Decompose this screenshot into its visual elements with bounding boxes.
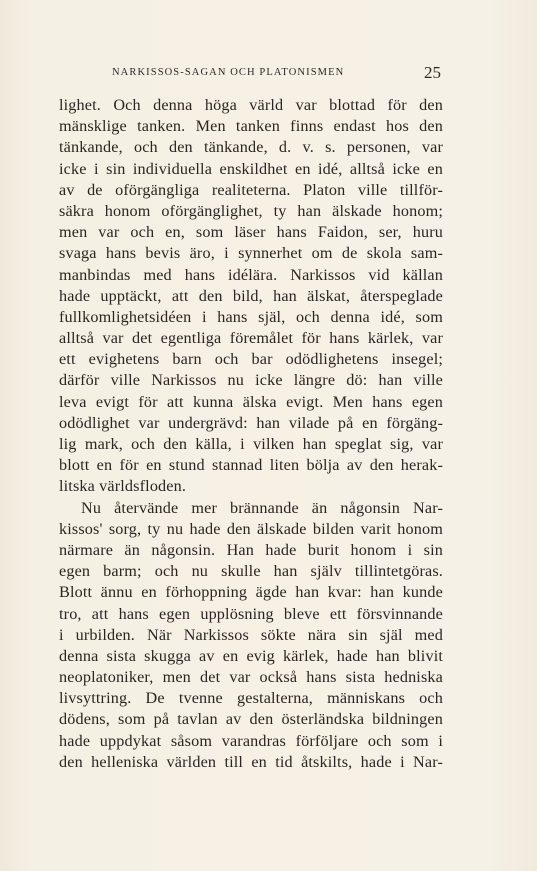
text-line: alltså var det egentliga föremålet för hans kärlek, var bbox=[59, 329, 443, 348]
text-line: svaga hans bevis äro, i synnerhet om de skola sam- bbox=[59, 244, 443, 263]
text-line: egen barm; och nu skulle han själv tillintetgöras. bbox=[59, 562, 443, 581]
text-line: ett evighetens barn och bar odödlighetens insegel; bbox=[59, 350, 443, 369]
text-line: Blott ännu en förhoppning ägde han kvar: han kunde bbox=[59, 583, 443, 602]
text-line: fullkomlighetsidéen i hans själ, och denna idé, som bbox=[59, 307, 443, 326]
running-title: NARKISSOS-SAGAN OCH PLATONISMEN bbox=[112, 67, 345, 78]
paragraph-first-line: Nu återvände mer brännande än någonsin Nar- bbox=[81, 498, 443, 517]
text-line: denna sista skugga av en evig kärlek, hade han blivit bbox=[59, 646, 443, 665]
running-head bbox=[0, 64, 537, 84]
text-line: leva evigt för att kunna älska evigt. Men hans egen bbox=[59, 392, 443, 411]
text-line: i urbilden. När Narkissos sökte nära sin själ med bbox=[59, 625, 443, 644]
text-line: därför ville Narkissos nu icke längre dö: han ville bbox=[59, 371, 443, 390]
text-line: lighet. Och denna höga värld var blottad för den bbox=[59, 96, 443, 114]
text-line: manbindas med hans idélära. Narkissos vid källan bbox=[59, 265, 443, 284]
text-line: av de oförgängliga realiteterna. Platon ville tillför- bbox=[59, 180, 443, 199]
text-line: mänsklige tanken. Men tanken finns endast hos den bbox=[59, 117, 443, 136]
text-line: livsyttring. De tvenne gestalterna, människans och bbox=[59, 689, 443, 708]
text-line: litska världsfloden. bbox=[59, 477, 187, 496]
text-line: men var och en, som läser hans Faidon, ser, huru bbox=[59, 223, 443, 242]
text-line: odödlighet var undergrävd: han vilade på en förgäng- bbox=[59, 413, 443, 432]
text-line: kissos' sorg, ty nu hade den älskade bilden varit honom bbox=[59, 519, 443, 538]
text-line: hade uppdykat såsom varandras förföljare och som i bbox=[59, 731, 443, 750]
text-line: icke i sin individuella enskildhet en idé, alltså icke en bbox=[59, 159, 443, 178]
text-line: dödens, som på tavlan av den österländska bildningen bbox=[59, 710, 443, 729]
page-number: 25 bbox=[424, 63, 441, 82]
text-line: den helleniska världen till en tid åtskilts, hade i Nar- bbox=[59, 752, 443, 771]
text-line: blott en för en stund stannad liten bölja av den herak- bbox=[59, 456, 443, 475]
text-line: säkra honom oförgänglighet, ty han älskade honom; bbox=[59, 201, 443, 220]
body-text bbox=[59, 95, 443, 773]
text-line: hade upptäckt, att den bild, han älskat, återspeglade bbox=[59, 286, 443, 305]
text-line: tro, att hans egen upplösning bleve ett försvinnande bbox=[59, 604, 443, 623]
text-line: lig mark, och den källa, i vilken han speglat sig, var bbox=[59, 435, 443, 453]
text-line: tänkande, och den tänkande, d. v. s. personen, var bbox=[59, 138, 443, 157]
text-line: närmare än någonsin. Han hade burit honom i sin bbox=[59, 540, 443, 559]
text-line: neoplatoniker, men det var också hans sista hedniska bbox=[59, 668, 443, 687]
